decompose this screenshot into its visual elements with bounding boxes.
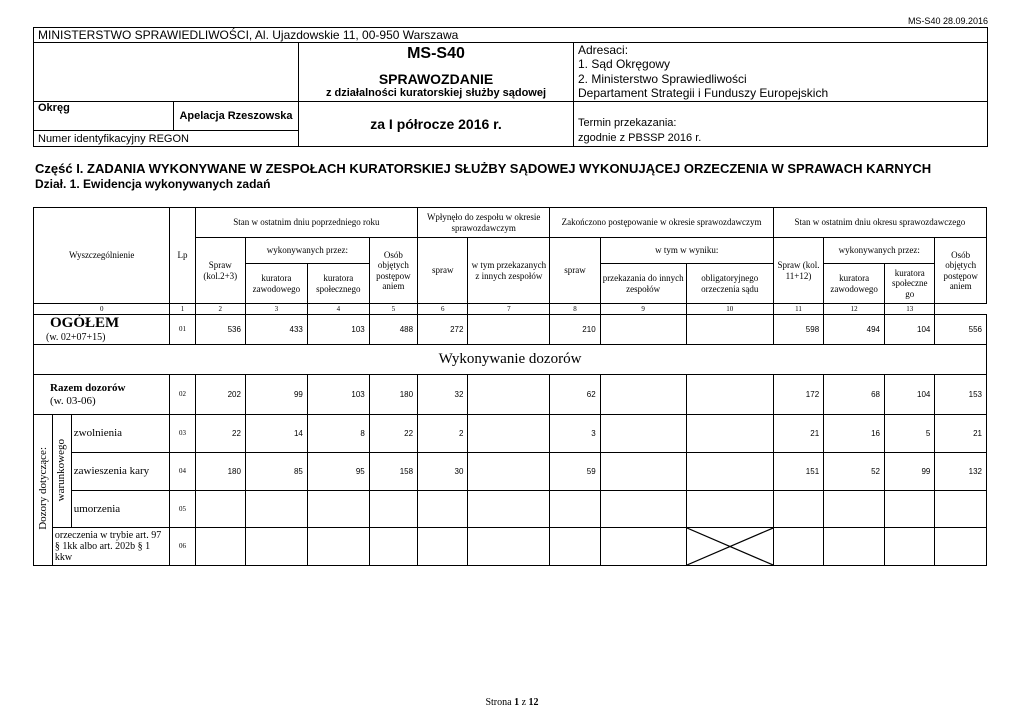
- district-value: Apelacja Rzeszowska: [174, 101, 299, 130]
- cell[interactable]: 3: [550, 415, 600, 453]
- cell[interactable]: 99: [885, 453, 935, 491]
- cell[interactable]: [245, 528, 307, 566]
- cell[interactable]: 494: [824, 315, 885, 345]
- header-spraw-kol2: Spraw (kol. 11+12): [773, 238, 823, 304]
- recipient-2: 2. Ministerstwo Sprawiedliwości: [578, 71, 747, 86]
- cell[interactable]: 14: [245, 415, 307, 453]
- cell[interactable]: [195, 528, 245, 566]
- cell[interactable]: 272: [418, 315, 468, 345]
- cell[interactable]: [885, 528, 935, 566]
- header-przekazania: przekazania do innych zespołów: [600, 264, 686, 304]
- cross-icon: [687, 528, 773, 565]
- table-row-razem: [34, 375, 987, 415]
- column-number: 4: [307, 304, 369, 315]
- row-label: orzeczenia w trybie art. 97 § 1kk albo art. 202b § 1 kkw: [52, 528, 170, 566]
- crossed-out-cell: [686, 528, 773, 566]
- cell[interactable]: 30: [418, 453, 468, 491]
- cell[interactable]: 8: [307, 415, 369, 453]
- cell[interactable]: 103: [307, 375, 369, 415]
- ministry-address: MINISTERSTWO SPRAWIEDLIWOŚCI, Al. Ujazdowskie 11, 00-950 Warszawa: [34, 28, 988, 43]
- cell[interactable]: 172: [773, 375, 823, 415]
- row-label: [34, 375, 170, 415]
- footer-mid: z: [519, 697, 529, 708]
- cell[interactable]: [307, 491, 369, 528]
- column-number: 13: [885, 304, 935, 315]
- cell[interactable]: [468, 528, 550, 566]
- cell[interactable]: 59: [550, 453, 600, 491]
- cell[interactable]: [245, 491, 307, 528]
- row-lp: 03: [170, 415, 195, 453]
- column-number: 2: [195, 304, 245, 315]
- deadline: [574, 101, 988, 147]
- report-header: [33, 27, 988, 147]
- row-lp: 06: [170, 528, 195, 566]
- cell[interactable]: [468, 491, 550, 528]
- header-zakonczono: Zakończono postępowanie w okresie sprawozdawczym: [550, 208, 774, 238]
- section-dozory: Wykonywanie dozorów: [34, 345, 987, 375]
- cell[interactable]: [773, 528, 823, 566]
- cell[interactable]: [935, 491, 987, 528]
- cell[interactable]: [686, 491, 773, 528]
- cell[interactable]: [468, 315, 550, 345]
- cell[interactable]: 104: [885, 375, 935, 415]
- cell[interactable]: 104: [885, 315, 935, 345]
- cell[interactable]: 95: [307, 453, 369, 491]
- column-number: 9: [600, 304, 686, 315]
- cell[interactable]: 22: [369, 415, 417, 453]
- row-lp: 02: [170, 375, 195, 415]
- form-code: MS-S40: [407, 44, 465, 62]
- cell[interactable]: 433: [245, 315, 307, 345]
- recipients-label: Adresaci:: [578, 43, 629, 57]
- cell[interactable]: [195, 491, 245, 528]
- column-number: 11: [773, 304, 823, 315]
- cell[interactable]: [369, 491, 417, 528]
- deadline-value: zgodnie z PBSSP 2016 r.: [578, 131, 702, 144]
- cell[interactable]: [307, 528, 369, 566]
- cell[interactable]: [600, 375, 686, 415]
- cell[interactable]: [600, 415, 686, 453]
- cell[interactable]: 180: [195, 453, 245, 491]
- footer-prefix: Strona: [485, 697, 515, 708]
- cell[interactable]: 21: [935, 415, 987, 453]
- ogolem-label: OGÓŁEM: [50, 315, 120, 332]
- header-kur-spol: kuratora społecznego: [307, 264, 369, 304]
- cell[interactable]: 132: [935, 453, 987, 491]
- cell[interactable]: [369, 528, 417, 566]
- cell[interactable]: 202: [195, 375, 245, 415]
- row-label: umorzenia: [71, 491, 170, 528]
- report-subtitle: z działalności kuratorskiej służby sądowej: [325, 86, 547, 99]
- section-title: Dział. 1. Ewidencja wykonywanych zadań: [35, 177, 271, 191]
- table-row: [34, 491, 987, 528]
- recipients: [574, 43, 988, 102]
- cell[interactable]: 99: [245, 375, 307, 415]
- recipient-2b: Departament Strategii i Funduszy Europejskich: [578, 86, 829, 101]
- blank-cell: [34, 43, 299, 102]
- cell[interactable]: [600, 491, 686, 528]
- header-kur-zaw: kuratora zawodowego: [245, 264, 307, 304]
- cell[interactable]: [824, 528, 885, 566]
- header-lp: Lp: [170, 208, 195, 304]
- cell[interactable]: 151: [773, 453, 823, 491]
- razem-sub: (w. 03-06): [50, 394, 96, 407]
- row-label: zawieszenia kary: [71, 453, 170, 491]
- header-wplynelo: Wpłynęło do zespołu w okresie sprawozdawczym: [418, 208, 550, 238]
- header-wykonywanych-2: wykonywanych przez:: [824, 238, 935, 264]
- cell[interactable]: 598: [773, 315, 823, 345]
- footer-page: 1: [514, 697, 520, 708]
- regon-label: Numer identyfikacyjny REGON: [34, 130, 299, 147]
- cell[interactable]: 2: [418, 415, 468, 453]
- razem-label: Razem dozorów: [50, 381, 126, 394]
- header-spraw-out: spraw: [550, 238, 600, 304]
- cell[interactable]: [600, 453, 686, 491]
- cell[interactable]: [468, 375, 550, 415]
- cell[interactable]: 52: [824, 453, 885, 491]
- cell[interactable]: 180: [369, 375, 417, 415]
- table-row: [34, 415, 987, 453]
- header-obligatoryjnego: obligatoryjnego orzeczenia sądu: [686, 264, 773, 304]
- table-row: [34, 528, 987, 566]
- cell[interactable]: [686, 375, 773, 415]
- table-row: [34, 453, 987, 491]
- header-kur-spol-2: kuratora społeczne go: [885, 264, 935, 304]
- column-number: 6: [418, 304, 468, 315]
- cell[interactable]: 5: [885, 415, 935, 453]
- ogolem-sub: (w. 02+07+15): [46, 332, 106, 344]
- cell[interactable]: [600, 528, 686, 566]
- cell[interactable]: 103: [307, 315, 369, 345]
- district-label: Okręg: [34, 101, 174, 130]
- row-lp: 04: [170, 453, 195, 491]
- header-w-tym-przek: w tym przekazanych z innych zespołów: [468, 238, 550, 304]
- cell[interactable]: 536: [195, 315, 245, 345]
- header-wykonywanych: wykonywanych przez:: [245, 238, 369, 264]
- column-number: 8: [550, 304, 600, 315]
- cell[interactable]: 22: [195, 415, 245, 453]
- column-number: 1: [170, 304, 195, 315]
- cell[interactable]: 153: [935, 375, 987, 415]
- cell[interactable]: 16: [824, 415, 885, 453]
- column-number: 12: [824, 304, 885, 315]
- cell[interactable]: 85: [245, 453, 307, 491]
- header-osob: Osób objętych postępow aniem: [369, 238, 417, 304]
- group-inner: warunkowego: [52, 415, 71, 528]
- cell[interactable]: [686, 315, 773, 345]
- cell[interactable]: 556: [935, 315, 987, 345]
- row-label: [34, 315, 170, 345]
- header-stan-prev: Stan w ostatnim dniu poprzedniego roku: [195, 208, 417, 238]
- footer-total: 12: [528, 697, 539, 708]
- cell[interactable]: 488: [369, 315, 417, 345]
- header-stan-end: Stan w ostatnim dniu okresu sprawozdawczego: [773, 208, 986, 238]
- cell[interactable]: 158: [369, 453, 417, 491]
- cell[interactable]: 32: [418, 375, 468, 415]
- column-numbers-row: [34, 304, 987, 315]
- deadline-label: Termin przekazania:: [578, 116, 677, 129]
- cell[interactable]: 62: [550, 375, 600, 415]
- column-number: 10: [686, 304, 773, 315]
- records-table: [33, 207, 987, 566]
- header-spraw-in: spraw: [418, 238, 468, 304]
- column-number: 3: [245, 304, 307, 315]
- cell[interactable]: 68: [824, 375, 885, 415]
- header-w-tym-wyniku: w tym w wyniku:: [600, 238, 773, 264]
- cell[interactable]: [550, 528, 600, 566]
- report-title: SPRAWOZDANIE: [378, 70, 494, 87]
- row-lp: 05: [170, 491, 195, 528]
- cell[interactable]: [550, 491, 600, 528]
- table-row-ogolem: [34, 315, 987, 345]
- part-title: Część I. ZADANIA WYKONYWANE W ZESPOŁACH KURATORSKIEJ SŁUŻBY SĄDOWEJ WYKONUJĄCEJ ORZECZENIA W SPRAWACH KARNYCH: [35, 161, 932, 176]
- header-spec: Wyszczególnienie: [34, 208, 170, 304]
- report-period: za I półrocze 2016 r.: [299, 101, 574, 147]
- header-osob-2: Osób objętych postępow aniem: [935, 238, 987, 304]
- report-title-block: [299, 43, 574, 102]
- cell[interactable]: [418, 528, 468, 566]
- cell[interactable]: [600, 315, 686, 345]
- cell[interactable]: [935, 528, 987, 566]
- column-number: 5: [369, 304, 417, 315]
- cell[interactable]: [885, 491, 935, 528]
- cell[interactable]: 21: [773, 415, 823, 453]
- cell[interactable]: [686, 453, 773, 491]
- cell[interactable]: [468, 415, 550, 453]
- cell[interactable]: 210: [550, 315, 600, 345]
- header-spraw-kol: Spraw (kol.2+3): [195, 238, 245, 304]
- cell[interactable]: [686, 415, 773, 453]
- recipient-1: 1. Sąd Okręgowy: [578, 57, 671, 72]
- cell[interactable]: [824, 491, 885, 528]
- group-outer: Dozory dotyczące:: [34, 415, 53, 566]
- form-id: MS-S40 28.09.2016: [907, 16, 988, 26]
- header-kur-zaw-2: kuratora zawodowego: [824, 264, 885, 304]
- column-number: 0: [34, 304, 170, 315]
- page-footer: [0, 697, 1024, 708]
- column-number: 7: [468, 304, 550, 315]
- row-lp: 01: [170, 315, 195, 345]
- cell[interactable]: [418, 491, 468, 528]
- cell[interactable]: [468, 453, 550, 491]
- row-label: zwolnienia: [71, 415, 170, 453]
- cell[interactable]: [773, 491, 823, 528]
